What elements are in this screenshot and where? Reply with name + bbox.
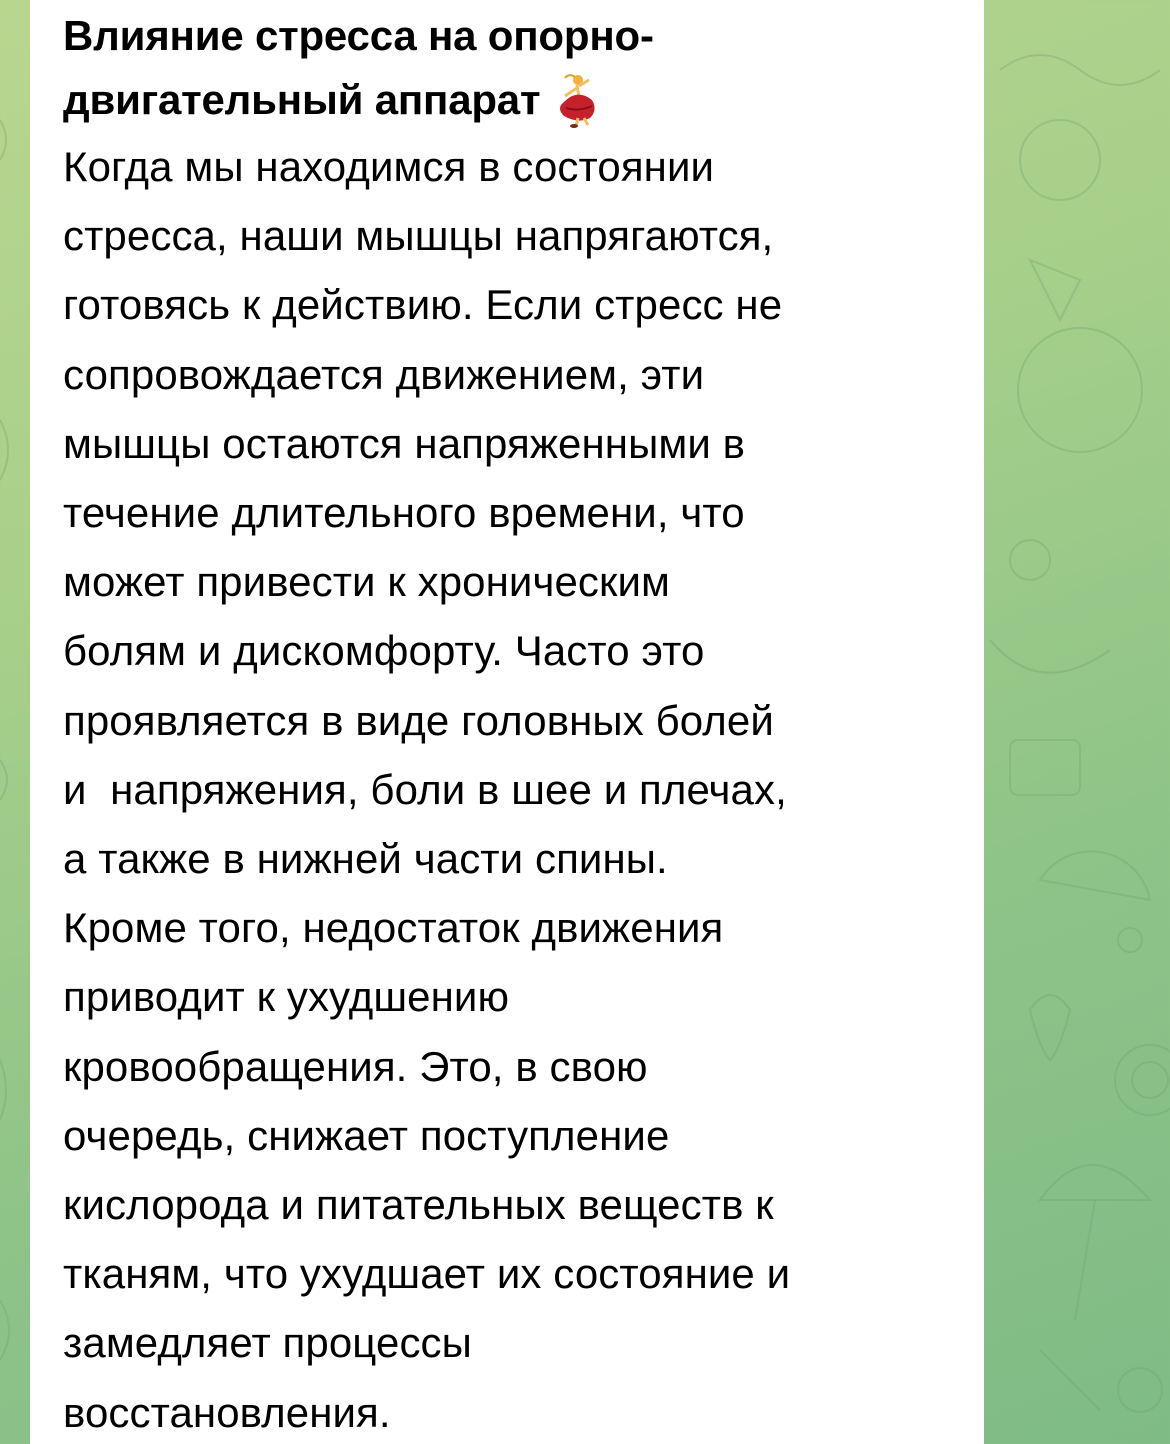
body-line: течение длительного времени, что <box>63 489 745 537</box>
title-line: Влияние стресса на опорно- <box>63 12 654 59</box>
body-line: а также в нижней части спины. <box>63 835 668 883</box>
message-bubble[interactable] <box>30 0 984 1444</box>
body-line: мышцы остаются напряженными в <box>63 419 746 467</box>
message-body <box>63 132 950 1444</box>
body-line: проявляется в виде головных болей <box>63 696 774 744</box>
body-line: может привести к хроническим <box>63 558 671 606</box>
body-line: приводит к ухудшению <box>63 973 510 1021</box>
body-line: кровообращения. Это, в свою <box>63 1042 648 1090</box>
title-line-text: двигательный аппарат <box>63 76 541 123</box>
message-title <box>63 4 950 132</box>
body-line: и напряжения, боли в шее и плечах, <box>63 765 787 813</box>
dancer-icon <box>548 72 602 128</box>
body-line: Кроме того, недостаток движения <box>63 904 724 952</box>
body-line: Когда мы находимся в состоянии <box>63 143 715 190</box>
body-line: тканям, что ухудшает их состояние и <box>63 1250 791 1298</box>
body-line: стресса, наши мышцы напрягаются, <box>63 212 774 260</box>
body-line: кислорода и питательных веществ к <box>63 1181 774 1229</box>
body-line: замедляет процессы <box>63 1319 472 1367</box>
body-line: болям и дискомфорту. Часто это <box>63 627 705 675</box>
title-line <box>63 68 950 132</box>
body-line: готовясь к действию. Если стресс не <box>63 281 783 329</box>
body-line: сопровождается движением, эти <box>63 350 705 398</box>
body-line: восстановления. <box>63 1388 391 1436</box>
body-line: очередь, снижает поступление <box>63 1111 670 1159</box>
